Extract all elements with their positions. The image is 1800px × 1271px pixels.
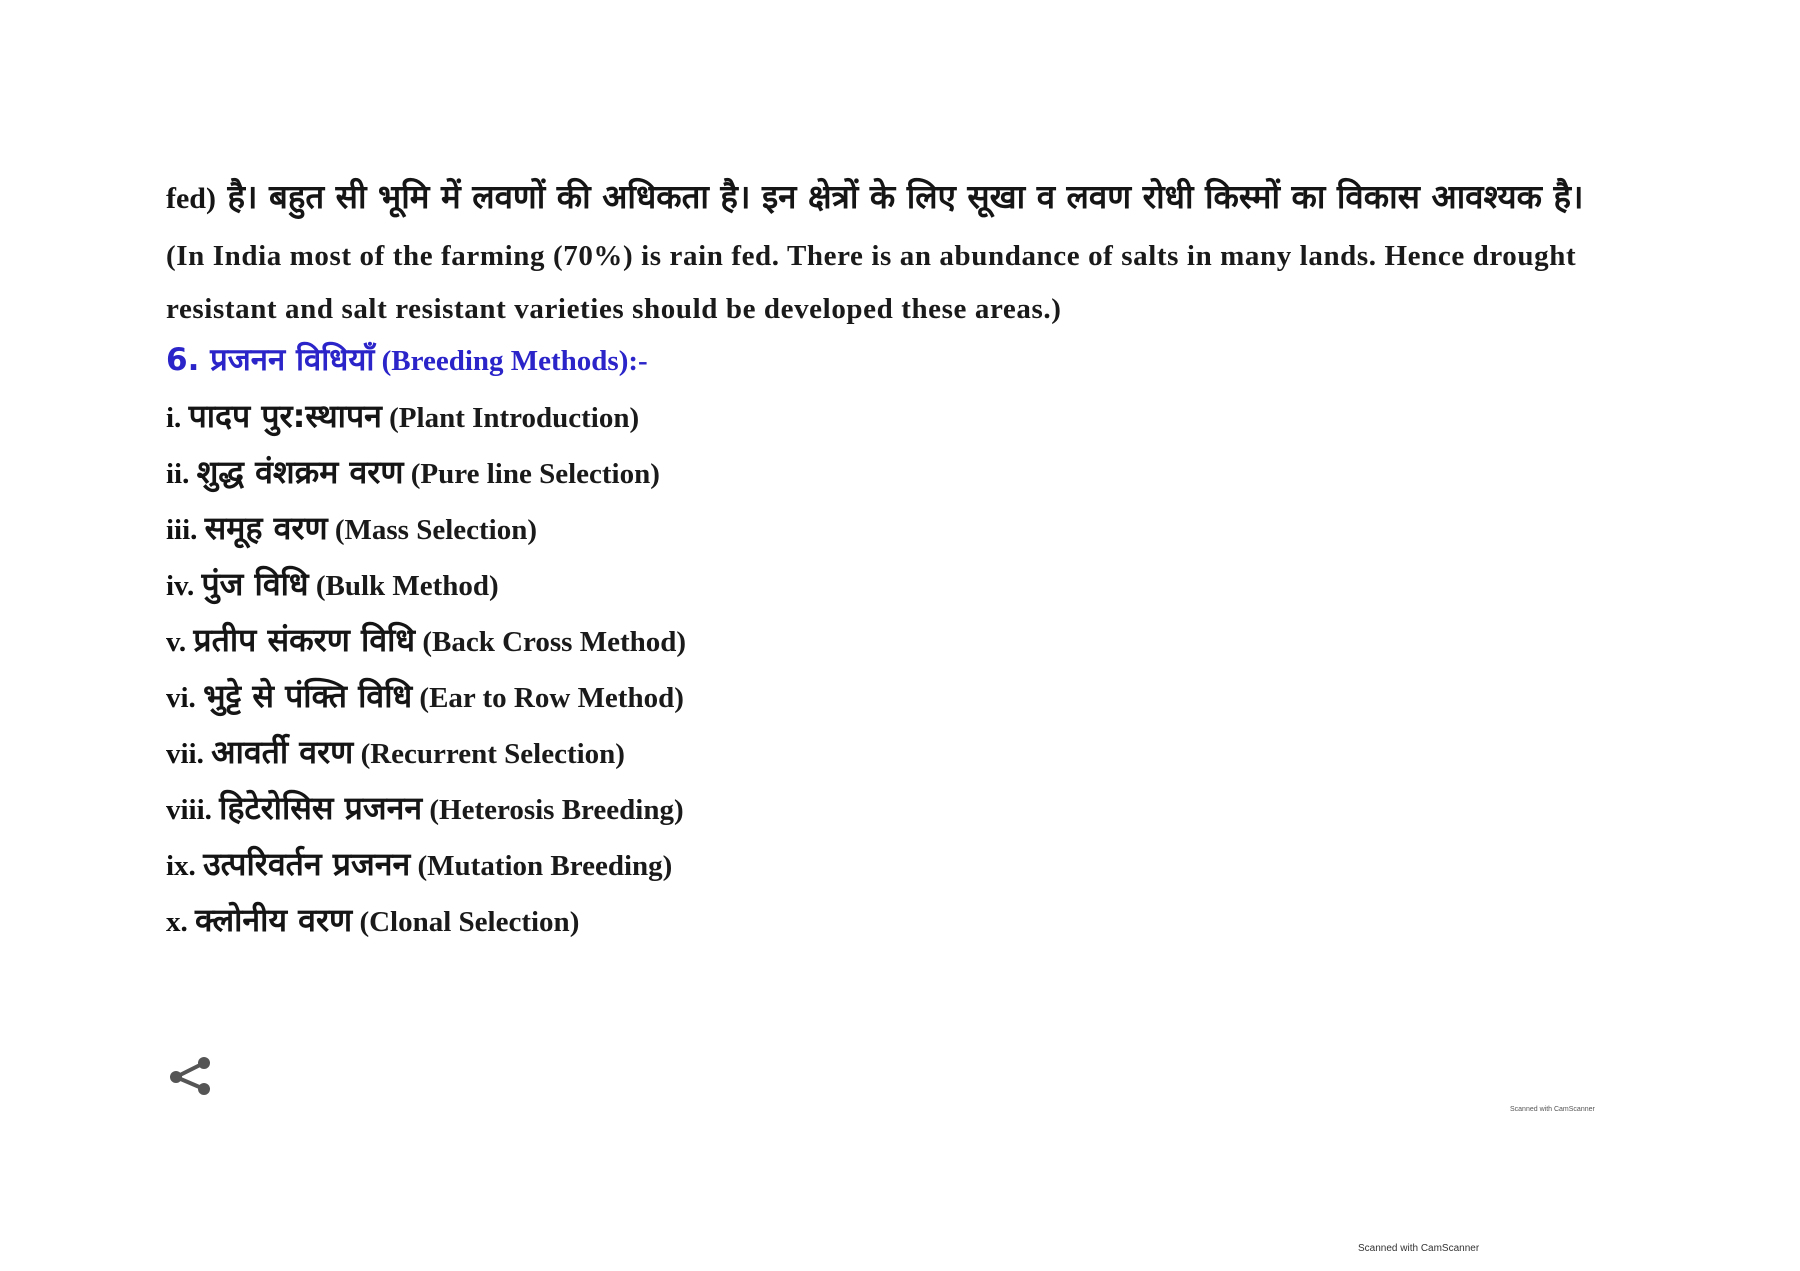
document-content [166, 172, 1646, 949]
item-hindi: उत्परिवर्तन प्रजनन [203, 845, 411, 883]
list-item [166, 725, 1646, 781]
camscanner-watermark: Scanned with CamScanner [1358, 1243, 1480, 1254]
section-heading-english: (Breeding Methods):- [374, 345, 648, 377]
hindi-paragraph-lead: fed) [166, 182, 216, 215]
item-number: vii. [166, 738, 212, 770]
item-number: ii. [166, 458, 197, 490]
item-hindi: भुट्टे से पंक्ति विधि [203, 677, 413, 715]
item-number: vi. [166, 682, 204, 714]
item-hindi: क्लोनीय वरण [195, 901, 353, 939]
item-hindi: पुंज विधि [201, 565, 309, 603]
item-english: (Pure line Selection) [403, 458, 660, 490]
item-hindi: हिटेरोसिस प्रजनन [219, 789, 423, 827]
list-item [166, 893, 1646, 949]
item-hindi: प्रतीप संकरण विधि [193, 621, 416, 659]
item-english: (Clonal Selection) [352, 906, 580, 938]
section-heading [166, 336, 1646, 385]
item-english: (Bulk Method) [308, 570, 499, 602]
item-english: (Mutation Breeding) [410, 850, 673, 882]
hindi-paragraph [166, 172, 1646, 224]
item-number: v. [166, 626, 194, 658]
section-heading-hindi: 6. प्रजनन विधियाँ [166, 342, 375, 378]
list-item [166, 837, 1646, 893]
list-item [166, 445, 1646, 501]
item-english: (Heterosis Breeding) [422, 794, 684, 826]
camscanner-watermark-small: Scanned with CamScanner [1510, 1106, 1595, 1113]
item-english: (Ear to Row Method) [412, 682, 684, 714]
list-item [166, 613, 1646, 669]
item-hindi: पादप पुर:स्थापन [188, 397, 382, 435]
list-item [166, 389, 1646, 445]
item-number: iii. [166, 514, 205, 546]
list-item [166, 781, 1646, 837]
item-number: iv. [166, 570, 202, 602]
hindi-paragraph-text: है। बहुत सी भूमि में लवणों की अधिकता है। इन क्षेत्रों के लिए सूखा व लवण रोधी किस्मों का विकास आवश्यक है। [215, 177, 1584, 216]
english-paragraph: (In India most of the farming (70%) is rain fed. There is an abundance of salts in many lands. Hence drought resistant and salt resistant varieties should be developed these areas.) [166, 240, 1577, 325]
item-english: (Plant Introduction) [381, 402, 640, 434]
item-english: (Back Cross Method) [415, 626, 687, 658]
item-number: i. [166, 402, 189, 434]
item-english: (Mass Selection) [327, 514, 537, 546]
item-hindi: समूह वरण [204, 509, 328, 547]
item-english: (Recurrent Selection) [353, 738, 625, 770]
share-icon[interactable] [168, 1055, 214, 1095]
item-number: x. [166, 906, 195, 938]
item-number: ix. [166, 850, 204, 882]
item-hindi: आवर्ती वरण [211, 733, 354, 771]
item-number: viii. [166, 794, 220, 826]
list-item [166, 557, 1646, 613]
list-item [166, 669, 1646, 725]
list-item [166, 501, 1646, 557]
breeding-methods-list [166, 389, 1646, 949]
item-hindi: शुद्ध वंशक्रम वरण [196, 453, 404, 491]
